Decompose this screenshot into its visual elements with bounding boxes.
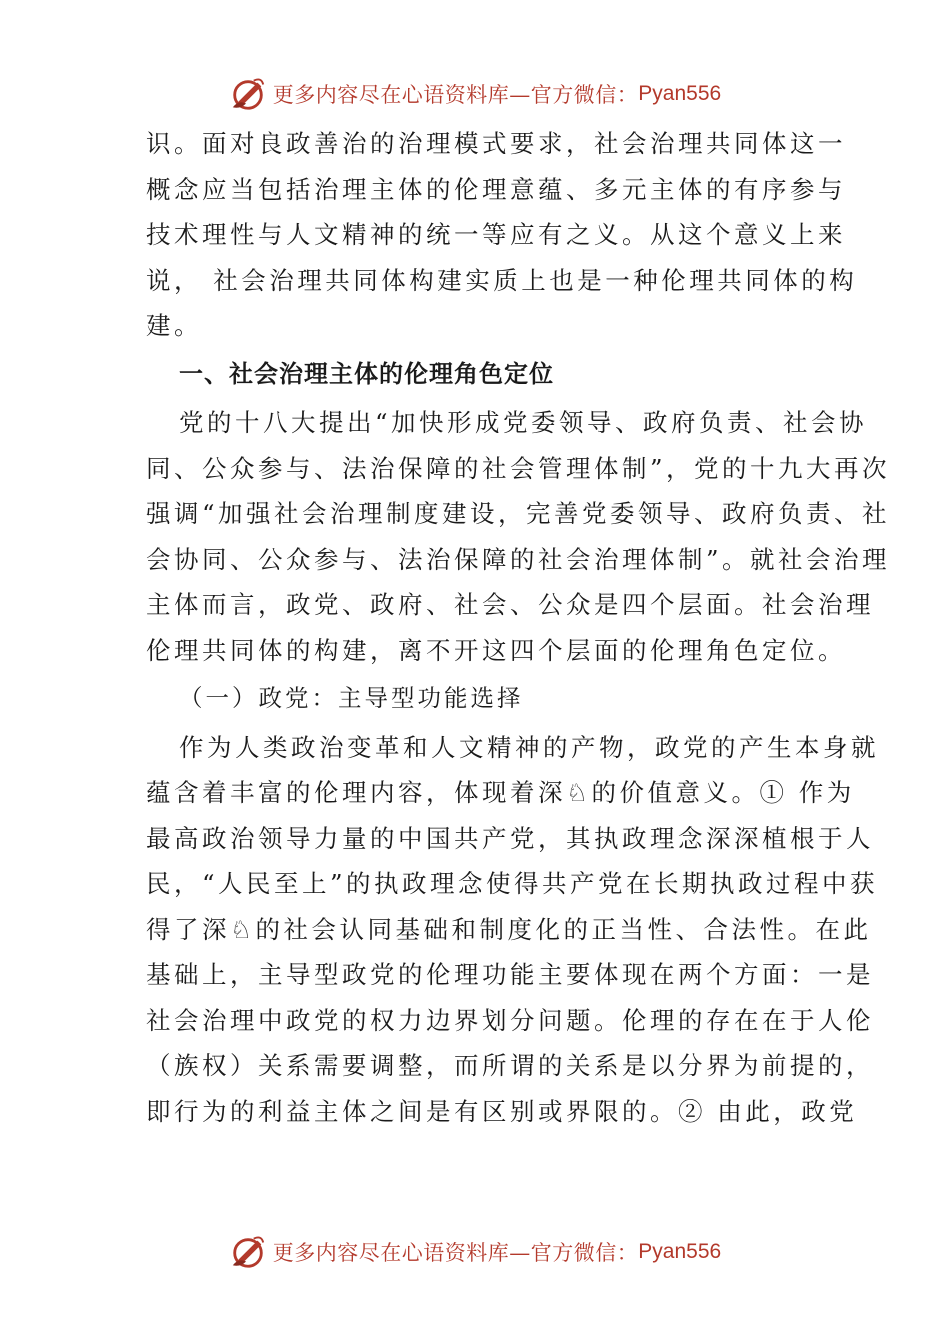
pen-logo-icon: [229, 75, 267, 113]
text-line: 党的十八大提出“加快形成党委领导、政府负责、社会协: [179, 408, 868, 437]
text-line: 作为人类政治变革和人文精神的产物，政党的产生本身就: [179, 732, 879, 762]
text-line: 得了深♘的社会认同基础和制度化的正当性、合法性。在此: [146, 914, 872, 944]
text-line: 伦理共同体的构建，离不开这四个层面的伦理角色定位。: [146, 635, 846, 665]
banner-text: 更多内容尽在心语资料库—官方微信：: [272, 83, 639, 107]
section-heading: 一、社会治理主体的伦理角色定位: [179, 359, 554, 388]
text-line: 建。: [146, 311, 202, 340]
banner-wechat-id: Pyan556: [638, 82, 722, 105]
text-line: （族权）关系需要调整，而所谓的关系是以分界为前提的，: [146, 1051, 874, 1080]
text-line: 概念应当包括治理主体的伦理意蕴、多元主体的有序参与: [146, 174, 846, 204]
document-body: [146, 121, 891, 1134]
text-line: 社会治理中政党的权力边界划分问题。伦理的存在在于人伦: [146, 1005, 874, 1035]
text-line: 主体而言，政党、政府、社会、公众是四个层面。社会治理: [146, 590, 874, 619]
text-line: 基础上，主导型政党的伦理功能主要体现在两个方面：一是: [146, 960, 874, 989]
subsection1-paragraph: [146, 725, 879, 1135]
text-line: 蕴含着丰富的伦理内容，体现着深♘的价值意义。① 作为: [146, 778, 855, 807]
banner-text: 更多内容尽在心语资料库—官方微信：: [272, 1241, 639, 1265]
text-line: 技术理性与人文精神的统一等应有之义。从这个意义上来: [146, 220, 846, 249]
text-line: 会协同、公众参与、法治保障的社会治理体制”。就社会治理: [146, 544, 891, 574]
text-line: 强调“加强社会治理制度建设，完善党委领导、政府负责、社: [146, 499, 891, 528]
header-banner: [0, 72, 950, 116]
pen-logo-icon: [229, 1233, 267, 1271]
section1-paragraph: [146, 400, 891, 673]
text-line: 识。面对良政善治的治理模式要求，社会治理共同体这一: [146, 129, 846, 158]
subsection-heading: （一）政党：主导型功能选择: [179, 684, 524, 712]
banner-wechat-id: Pyan556: [638, 1240, 722, 1263]
text-line: 即行为的利益主体之间是有区别或界限的。② 由此，政党: [146, 1096, 858, 1126]
text-line: 最高政治领导力量的中国共产党，其执政理念深深植根于人: [146, 823, 874, 853]
text-line: 民，“人民至上”的执政理念使得共产党在长期执政过程中获: [146, 869, 879, 898]
text-line: 说， 社会治理共同体构建实质上也是一种伦理共同体的构: [146, 265, 858, 295]
text-line: 同、公众参与、法治保障的社会管理体制”，党的十九大再次: [146, 453, 891, 483]
footer-banner: [0, 1230, 950, 1274]
intro-paragraph: [146, 121, 858, 349]
